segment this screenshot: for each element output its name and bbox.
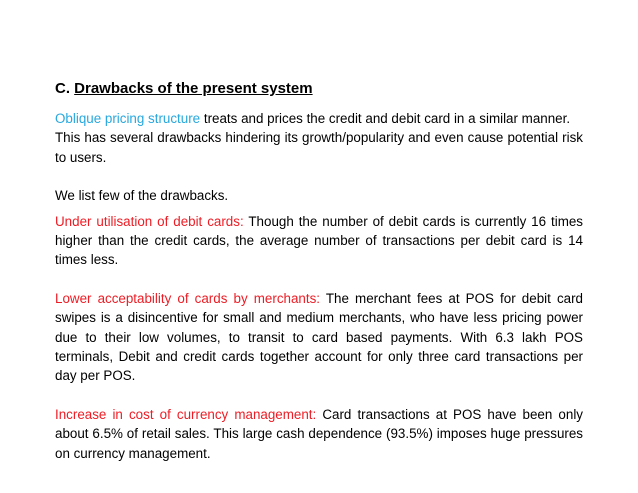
spacer bbox=[55, 386, 583, 405]
spacer bbox=[55, 167, 583, 186]
spacer bbox=[55, 270, 583, 289]
section-heading bbox=[55, 79, 583, 98]
intro-highlight: Oblique pricing structure bbox=[55, 111, 201, 126]
drawback-item bbox=[55, 289, 583, 386]
drawback-text: The merchant fees at POS for debit card swipes is a disincentive for small and medium merchants, who have less pricing power due to their low volumes, to transit to card based payments. With 6.3 lakh POS terminals, Debit and credit cards together account for only three card transactions per day per POS. bbox=[55, 290, 583, 384]
drawback-text: Though the number of debit cards is currently 16 times higher than the credit cards, the average number of transactions per debit card is 14 times less. bbox=[55, 213, 583, 268]
drawback-item bbox=[55, 405, 583, 463]
intro-text: treats and prices the credit and debit card in a similar manner. bbox=[200, 111, 571, 126]
section-prefix: C. bbox=[55, 80, 75, 97]
intro-line-2: This has several drawbacks hindering its growth/popularity and even cause potential risk to users. bbox=[55, 130, 583, 165]
section-title: Drawbacks of the present system bbox=[74, 80, 313, 97]
drawback-title: Lower acceptability of cards by merchants: bbox=[55, 290, 320, 306]
drawback-title: Under utilisation of debit cards: bbox=[55, 213, 244, 229]
drawback-item bbox=[55, 212, 583, 270]
slide-content bbox=[55, 79, 583, 463]
drawback-text: Card transactions at POS have been only about 6.5% of retail sales. This large cash dependence (93.5%) imposes huge pressures on currency management. bbox=[55, 406, 583, 461]
intro-line-3: We list few of the drawbacks. bbox=[55, 188, 229, 204]
drawback-title: Increase in cost of currency management: bbox=[55, 406, 317, 422]
intro-paragraph bbox=[55, 109, 583, 128]
